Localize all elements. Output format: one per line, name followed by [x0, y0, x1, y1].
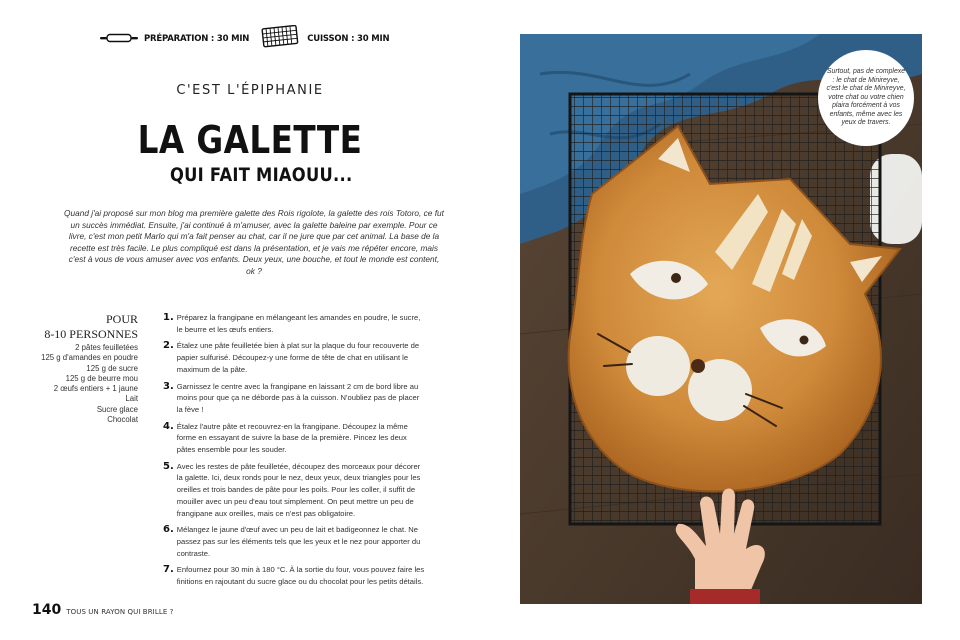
running-title: TOUS UN RAYON QUI BRILLE ?	[66, 608, 174, 616]
step-number: 4.	[163, 420, 174, 432]
photo-caption-bubble	[818, 50, 914, 146]
ingredient-item: 125 g d'amandes en poudre	[41, 353, 138, 363]
rolling-pin-icon	[100, 30, 138, 48]
ingredient-item: 2 œufs entiers + 1 jaune	[53, 384, 138, 394]
prep-time: PRÉPARATION : 30 MIN	[144, 34, 250, 44]
ingredient-item: 125 g de sucre	[86, 363, 138, 373]
ingredient-item: Sucre glace	[96, 404, 138, 414]
page-subtitle: QUI FAIT MIAOUU...	[169, 164, 353, 186]
meta-bar	[100, 27, 389, 51]
step-number: 5.	[163, 460, 174, 472]
ingredient-list	[20, 343, 138, 425]
step-text: Préparez la frangipane en mélangeant les amandes en poudre, le sucre, le beurre et les œufs entiers.	[176, 313, 421, 334]
step-number: 2.	[163, 340, 174, 352]
step-text: Étalez l'autre pâte et recouvrez-en la frangipane. Découpez la même forme en essayant de suivre la base de la première. Pincez les deux pâtes ensemble pour les souder.	[176, 421, 408, 455]
ingredient-item: 2 pâtes feuilletées	[75, 343, 138, 352]
ingredient-item: Chocolat	[107, 415, 138, 425]
intro-paragraph: Quand j'ai proposé sur mon blog ma première galette des Rois rigolote, la galette des rois Totoro, ce fut un succès immédiat. Ensuite, j'ai continué à m'amuser, avec la galette baleine par exemple. Pour ce livre, c'est mon petit Marlo qui m'a fait penser au chat, car il ne jure que par cet animal. La base de la recette est très facile. Le plus compliqué est dans la présentation, et je vais me répéter encore, mais c'est à vous de vous amuser avec vos enfants. Deux yeux, une bouche, et tout le monde est content, ok ?	[64, 208, 444, 276]
servings	[34, 312, 138, 342]
step-item	[163, 381, 425, 416]
step-number: 1.	[163, 312, 174, 323]
page-title: LA GALETTE	[137, 118, 363, 162]
cook-time: CUISSON : 30 MIN	[307, 34, 390, 44]
step-text: Garnissez le centre avec la frangipane en laissant 2 cm de bord libre au moins pour que ça ne déborde pas à la cuisson. N'oubliez pas de placer la fève !	[176, 381, 420, 414]
step-item	[163, 524, 425, 559]
page-footer	[32, 602, 174, 618]
step-number: 6.	[163, 524, 174, 536]
step-list	[163, 312, 425, 588]
photo-caption: Surtout, pas de complexe : le chat de Minireyve, c'est le chat de Minireyve, votre chat ou votre chien plaira forcément à vos enfants, même avec les yeux de travers.	[826, 67, 906, 127]
step-item	[163, 564, 425, 587]
cooling-rack-icon	[261, 25, 301, 54]
ingredient-item: 125 g de beurre mou	[65, 373, 138, 383]
step-text: Étalez une pâte feuilletée bien à plat sur la plaque du four recouverte de papier sulfurisé. Découpez-y une forme de tête de chat en utilisant le maximum de la pâte.	[176, 341, 420, 374]
kicker: C'EST L'ÉPIPHANIE	[176, 83, 324, 98]
step-number: 3.	[163, 380, 174, 392]
step-item	[163, 461, 425, 520]
step-item	[163, 421, 425, 456]
servings-line-1: POUR	[105, 312, 138, 326]
ingredient-item: Lait	[125, 394, 138, 404]
page-number: 140	[32, 602, 62, 618]
step-item	[163, 340, 425, 375]
step-text: Mélangez le jaune d'œuf avec un peu de lait et badigeonnez le chat. Ne passez pas sur les éléments tels que les yeux et le nez pour apporter du contraste.	[176, 525, 421, 558]
servings-line-2: 8-10 PERSONNES	[44, 327, 138, 341]
step-number: 7.	[163, 564, 174, 576]
step-text: Enfournez pour 30 min à 180 °C. À la sortie du four, vous pouvez faire les finitions en rajoutant du sucre glace ou du chocolat pour les petits détails.	[176, 565, 425, 587]
step-text: Avec les restes de pâte feuilletée, découpez des morceaux pour décorer la galette. Ici, deux ronds pour le nez, deux yeux, deux triangles pour les oreilles et trois bandes de pâte pour les poils. Pour les coller, il suffit de mouiller avec un peu d'eau tout simplement. On peut mettre un peu de frangipane aux oreilles, mais ce n'est pas obligatoire.	[176, 461, 421, 518]
step-item	[163, 312, 425, 335]
